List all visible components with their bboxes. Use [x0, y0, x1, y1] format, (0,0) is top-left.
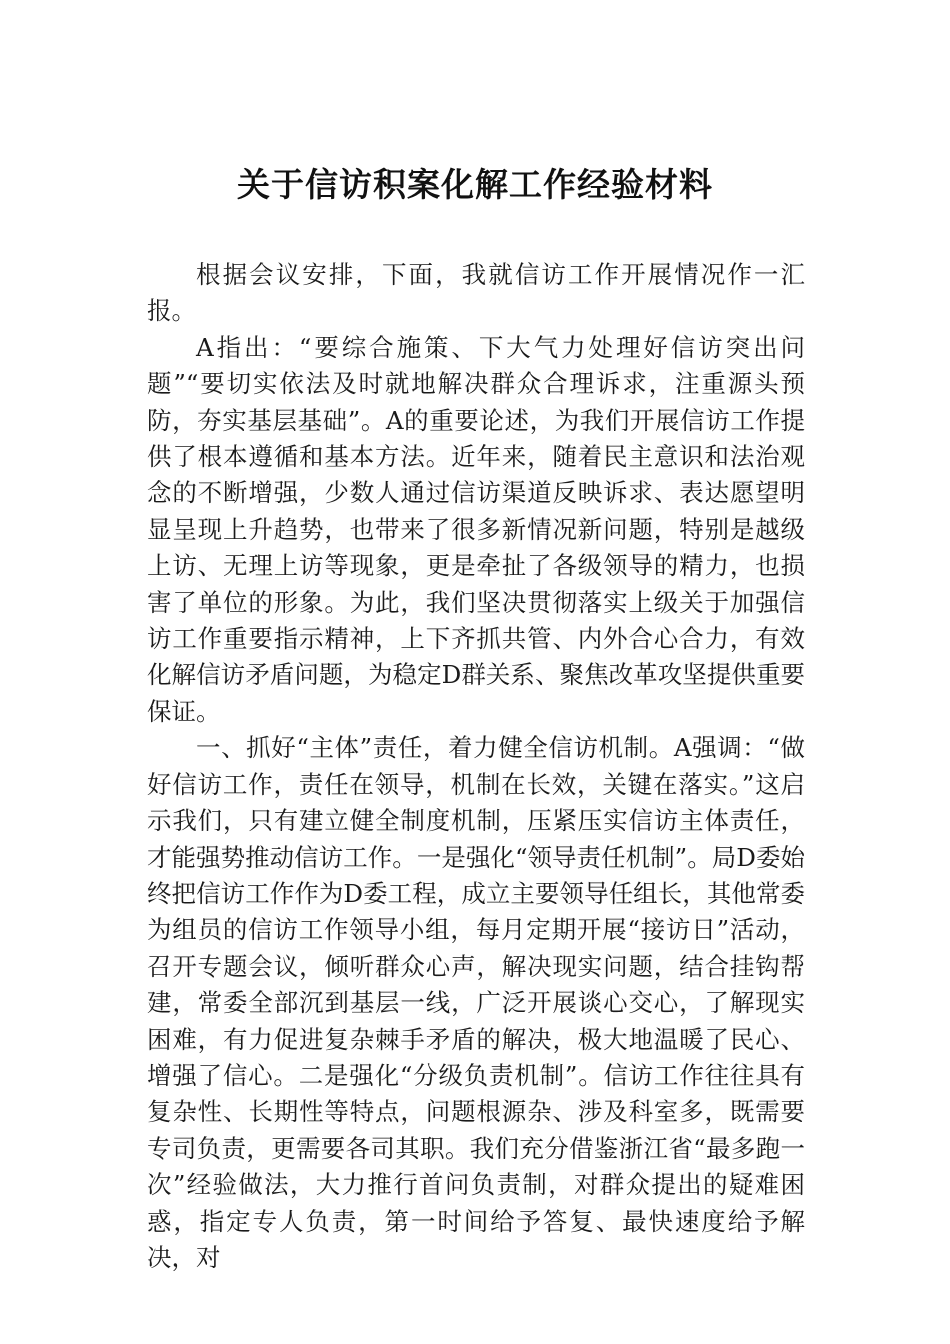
document-title: 关于信访积案化解工作经验材料	[237, 165, 713, 204]
document-body	[147, 257, 805, 1276]
paragraph-background: A指出：“要综合施策、下大气力处理好信访突出问题”“要切实依法及时就地解决群众合理诉求，注重源头预防，夯实基层基础”。A的重要论述，为我们开展信访工作提供了根本遵循和基本方法。近年来，随着民主意识和法治观念的不断增强，少数人通过信访渠道反映诉求、表达愿望明显呈现上升趋势，也带来了很多新情况新问题，特别是越级上访、无理上访等现象，更是牵扯了各级领导的精力，也损害了单位的形象。为此，我们坚决贯彻落实上级关于加强信访工作重要指示精神，上下齐抓共管、内外合心合力，有效化解信访矛盾问题，为稳定D群关系、聚焦改革攻坚提供重要保证。	[147, 332, 805, 726]
paragraph-intro: 根据会议安排，下面，我就信访工作开展情况作一汇报。	[147, 260, 805, 326]
paragraph-section-one: 一、抓好“主体”责任，着力健全信访机制。A强调：“做好信访工作，责任在领导，机制在长效，关键在落实。”这启示我们，只有建立健全制度机制，压紧压实信访主体责任，才能强势推动信访工作。一是强化“领导责任机制”。局D委始终把信访工作作为D委工程，成立主要领导任组长，其他常委为组员的信访工作领导小组，每月定期开展“接访日”活动，召开专题会议，倾听群众心声，解决现实问题，结合挂钩帮建，常委全部沉到基层一线，广泛开展谈心交心，了解现实困难，有力促进复杂棘手矛盾的解决，极大地温暖了民心、增强了信心。二是强化“分级负责机制”。信访工作往往具有复杂性、长期性等特点，问题根源杂、涉及科室多，既需要专司负责，更需要各司其职。我们充分借鉴浙江省“最多跑一次”经验做法，大力推行首问负责制，对群众提出的疑难困惑，指定专人负责，第一时间给予答复、最快速度给予解决，对	[147, 733, 805, 1272]
